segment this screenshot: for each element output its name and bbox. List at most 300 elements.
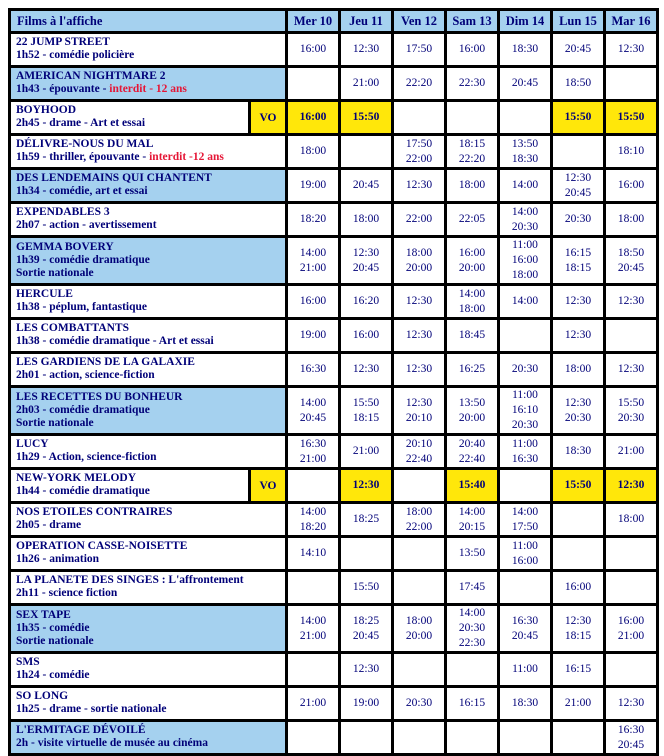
film-details	[16, 485, 245, 498]
film-info-cell	[10, 135, 287, 169]
film-info-cell	[10, 285, 287, 319]
film-row	[10, 571, 658, 605]
showtime: 15:50	[352, 111, 380, 123]
showtime: 22:20	[405, 77, 433, 89]
showtime: 14:00	[458, 287, 486, 300]
showtime: 18:00	[511, 269, 539, 281]
showtime-cell	[605, 67, 658, 101]
showtime: 20:40	[458, 437, 486, 450]
showtime-cell	[393, 721, 446, 755]
film-details	[16, 553, 282, 566]
showtime: 18:15	[458, 137, 486, 150]
showtime: 20:30	[511, 419, 539, 431]
showtime-cell	[393, 687, 446, 721]
day-header-lun-15: Lun 15	[552, 10, 605, 33]
showtime-cell	[499, 353, 552, 387]
showtime: 21:00	[564, 697, 592, 709]
film-details	[16, 185, 282, 198]
film-details	[16, 151, 282, 164]
showtime-cell	[499, 319, 552, 353]
film-duration-genre: 1h26 - animation	[16, 553, 100, 565]
film-title: SMS	[16, 656, 40, 668]
showtime: 15:50	[352, 396, 380, 409]
release-note: Sortie nationale	[16, 416, 94, 429]
showtime: 20:45	[511, 77, 539, 89]
film-title: DES LENDEMAINS QUI CHANTENT	[16, 172, 212, 184]
film-info-cell	[10, 571, 287, 605]
showtime-cell	[605, 169, 658, 203]
showtime-cell	[287, 67, 340, 101]
showtime: 20:30	[511, 363, 539, 375]
day-header-jeu-11: Jeu 11	[340, 10, 393, 33]
film-title: HERCULE	[16, 288, 73, 300]
showtime: 16:25	[458, 363, 486, 375]
film-duration-genre: 2h45 - drame - Art et essai	[16, 117, 146, 129]
showtime: 20:45	[352, 261, 380, 274]
showtime-cell	[287, 721, 340, 755]
day-header-mar-16: Mar 16	[605, 10, 658, 33]
showtime: 18:00	[617, 513, 645, 525]
showtime: 18:30	[511, 43, 539, 55]
showtime-cell	[499, 101, 552, 135]
showtime-cell	[393, 33, 446, 67]
showtime: 20:10	[405, 437, 433, 450]
showtime-cell	[446, 285, 499, 319]
film-row	[10, 237, 658, 285]
showtime-cell	[340, 203, 393, 237]
showtime: 18:25	[352, 614, 380, 627]
showtime-cell	[393, 503, 446, 537]
showtime: 16:00	[299, 111, 327, 123]
showtime: 14:00	[511, 205, 539, 218]
film-duration-genre: 1h25 - drame - sortie nationale	[16, 703, 167, 715]
showtime: 18:00	[458, 302, 486, 315]
day-header-dim-14: Dim 14	[499, 10, 552, 33]
showtime-cell	[287, 537, 340, 571]
showtime: 22:20	[458, 152, 486, 165]
film-details	[16, 587, 282, 600]
showtime: 12:30	[564, 614, 592, 627]
showtime: 11:00	[512, 539, 538, 552]
showtime-cell	[287, 237, 340, 285]
showtime-cell	[446, 169, 499, 203]
showtime-cell	[552, 435, 605, 469]
showtime-cell	[605, 605, 658, 653]
film-row	[10, 721, 658, 755]
film-info-cell	[10, 469, 250, 503]
showtime-cell	[605, 135, 658, 169]
showtime-cell	[446, 605, 499, 653]
film-row	[10, 169, 658, 203]
films-column-header: Films à l'affiche	[10, 10, 287, 33]
showtime: 21:00	[299, 261, 327, 274]
showtime-cell	[287, 687, 340, 721]
showtime: 22:00	[405, 152, 433, 165]
showtime-cell	[499, 285, 552, 319]
showtime: 20:30	[617, 411, 645, 424]
showtime: 22:00	[405, 213, 433, 225]
film-title: GEMMA BOVERY	[16, 240, 114, 253]
day-header-ven-12: Ven 12	[393, 10, 446, 33]
showtime: 19:00	[352, 697, 380, 709]
schedule-body	[10, 33, 658, 755]
film-row	[10, 469, 658, 503]
film-info-cell	[10, 435, 287, 469]
showtime-cell	[605, 237, 658, 285]
showtime-cell	[446, 503, 499, 537]
film-info-cell	[10, 67, 287, 101]
showtime: 18:00	[458, 179, 486, 191]
header-row	[10, 10, 658, 33]
film-details	[16, 301, 282, 314]
showtime: 16:15	[564, 663, 592, 675]
showtime: 16:30	[299, 363, 327, 375]
showtime: 14:00	[511, 179, 539, 191]
film-duration-genre: 1h38 - péplum, fantastique	[16, 301, 147, 313]
showtime-cell	[393, 653, 446, 687]
film-row	[10, 605, 658, 653]
showtime: 18:30	[564, 445, 592, 457]
showtime-cell	[552, 537, 605, 571]
showtime-cell	[499, 135, 552, 169]
showtime-cell	[446, 237, 499, 285]
film-row	[10, 435, 658, 469]
showtime-cell	[340, 653, 393, 687]
showtime: 20:45	[352, 629, 380, 642]
film-row	[10, 387, 658, 435]
showtime-cell	[393, 605, 446, 653]
showtime: 18:00	[352, 213, 380, 225]
showtime-cell	[393, 319, 446, 353]
showtime-cell	[446, 203, 499, 237]
showtime: 14:00	[458, 607, 486, 619]
showtime-cell	[605, 571, 658, 605]
showtime: 16:00	[458, 43, 486, 55]
showtime: 12:30	[617, 479, 645, 491]
showtime: 12:30	[405, 329, 433, 341]
showtime-cell	[340, 135, 393, 169]
film-title: OPERATION CASSE-NOISETTE	[16, 540, 188, 552]
film-duration-genre: 2h - visite virtuelle de musée au cinéma	[16, 737, 208, 749]
showtime-cell	[446, 319, 499, 353]
film-info-cell	[10, 605, 287, 653]
showtime: 16:00	[511, 554, 539, 567]
release-note: Sortie nationale	[16, 634, 94, 647]
showtime: 20:45	[564, 186, 592, 199]
film-title: SO LONG	[16, 690, 69, 702]
showtime: 20:00	[405, 261, 433, 274]
showtime: 18:10	[617, 145, 645, 157]
showtime: 12:30	[352, 479, 380, 491]
showtime: 18:00	[617, 213, 645, 225]
film-info-cell	[10, 653, 287, 687]
film-details	[16, 117, 245, 130]
showtime: 16:30	[299, 437, 327, 450]
showtime-cell	[499, 687, 552, 721]
showtime-cell	[499, 169, 552, 203]
showtime: 20:45	[299, 411, 327, 424]
showtime: 12:30	[564, 171, 592, 184]
showtime-cell	[393, 169, 446, 203]
showtime-cell	[446, 687, 499, 721]
showtime-cell	[605, 687, 658, 721]
showtime-cell	[446, 135, 499, 169]
showtime: 16:30	[511, 452, 539, 465]
showtime: 18:25	[352, 513, 380, 525]
showtime: 18:50	[564, 77, 592, 89]
showtime: 14:00	[299, 505, 327, 518]
showtime: 17:50	[405, 137, 433, 150]
showtime-cell	[287, 285, 340, 319]
film-row	[10, 537, 658, 571]
showtime: 13:50	[511, 137, 539, 150]
film-row	[10, 203, 658, 237]
film-info-cell	[10, 687, 287, 721]
showtime-cell	[393, 67, 446, 101]
film-details	[16, 451, 282, 464]
film-duration-genre: 1h39 - comédie dramatique	[16, 253, 150, 266]
showtime: 12:30	[352, 663, 380, 675]
showtime-cell	[340, 435, 393, 469]
film-row	[10, 653, 658, 687]
film-duration-genre: 1h29 - Action, science-fiction	[16, 451, 157, 463]
showtime: 13:50	[458, 547, 486, 559]
showtime: 12:30	[352, 246, 380, 259]
showtime: 16:00	[511, 254, 539, 266]
showtime: 20:30	[405, 697, 433, 709]
showtime-cell	[605, 101, 658, 135]
film-details	[16, 519, 282, 532]
showtime: 12:30	[617, 295, 645, 307]
release-note: Sortie nationale	[16, 266, 94, 279]
showtime-cell	[393, 101, 446, 135]
showtime-cell	[499, 203, 552, 237]
showtime-cell	[499, 653, 552, 687]
showtime-cell	[499, 605, 552, 653]
film-details	[16, 669, 282, 682]
showtime: 16:00	[299, 43, 327, 55]
film-title: LUCY	[16, 438, 49, 450]
showtime-cell	[499, 435, 552, 469]
showtime-cell	[287, 605, 340, 653]
film-row	[10, 101, 658, 135]
showtime-cell	[393, 571, 446, 605]
showtime-cell	[446, 469, 499, 503]
showtime-cell	[552, 571, 605, 605]
showtime-cell	[605, 469, 658, 503]
film-row	[10, 33, 658, 67]
showtime-cell	[393, 469, 446, 503]
showtime-cell	[605, 435, 658, 469]
showtime-cell	[499, 537, 552, 571]
film-duration-genre: 2h01 - action, science-fiction	[16, 369, 155, 381]
showtime: 19:00	[299, 329, 327, 341]
film-details	[16, 369, 282, 382]
showtime: 16:15	[458, 697, 486, 709]
showtime-cell	[552, 67, 605, 101]
showtime: 21:00	[299, 629, 327, 642]
film-duration-genre: 1h59 - thriller, épouvante -	[16, 151, 150, 163]
showtime: 18:15	[352, 411, 380, 424]
film-duration-genre: 2h07 - action - avertissement	[16, 219, 157, 231]
showtime: 22:30	[458, 77, 486, 89]
showtime-cell	[499, 237, 552, 285]
showtime-cell	[340, 353, 393, 387]
showtime: 11:00	[512, 239, 538, 251]
showtime: 15:50	[564, 111, 592, 123]
showtime: 22:40	[405, 452, 433, 465]
cinema-schedule-table	[8, 8, 659, 756]
film-row	[10, 319, 658, 353]
showtime: 16:00	[617, 614, 645, 627]
showtime-cell	[393, 237, 446, 285]
showtime-cell	[287, 353, 340, 387]
showtime-cell	[340, 101, 393, 135]
film-duration-genre: 1h24 - comédie	[16, 669, 90, 681]
showtime: 18:00	[299, 145, 327, 157]
showtime: 20:15	[458, 520, 486, 533]
showtime: 20:45	[564, 43, 592, 55]
showtime: 20:30	[511, 220, 539, 233]
showtime: 12:30	[564, 329, 592, 341]
showtime: 16:10	[511, 404, 539, 416]
showtime: 12:30	[352, 363, 380, 375]
showtime: 20:45	[617, 738, 645, 751]
showtime-cell	[605, 387, 658, 435]
showtime: 20:45	[617, 261, 645, 274]
showtime: 12:30	[617, 697, 645, 709]
showtime-cell	[446, 67, 499, 101]
showtime: 11:00	[512, 437, 538, 450]
showtime-cell	[340, 721, 393, 755]
showtime-cell	[393, 435, 446, 469]
showtime-cell	[340, 503, 393, 537]
showtime: 18:30	[511, 152, 539, 165]
vo-badge: VO	[250, 101, 287, 135]
showtime: 22:00	[405, 520, 433, 533]
showtime-cell	[499, 469, 552, 503]
showtime: 15:50	[617, 396, 645, 409]
showtime: 22:05	[458, 213, 486, 225]
film-details	[16, 404, 282, 417]
film-title: LES GARDIENS DE LA GALAXIE	[16, 356, 195, 368]
showtime: 14:00	[299, 396, 327, 409]
showtime: 16:30	[511, 614, 539, 627]
showtime: 22:30	[458, 637, 486, 649]
film-details	[16, 737, 282, 750]
showtime: 20:30	[564, 411, 592, 424]
showtime-cell	[393, 353, 446, 387]
film-row	[10, 135, 658, 169]
showtime-cell	[393, 537, 446, 571]
showtime: 16:00	[352, 329, 380, 341]
film-details	[16, 49, 282, 62]
showtime-cell	[605, 653, 658, 687]
film-title: AMERICAN NIGHTMARE 2	[16, 70, 166, 82]
showtime-cell	[340, 237, 393, 285]
film-title: NEW-YORK MELODY	[16, 472, 137, 484]
showtime-cell	[340, 319, 393, 353]
showtime-cell	[340, 605, 393, 653]
showtime-cell	[446, 653, 499, 687]
film-duration-genre: 1h34 - comédie, art et essai	[16, 185, 148, 197]
film-info-cell	[10, 101, 250, 135]
showtime: 17:50	[511, 520, 539, 533]
showtime-cell	[605, 721, 658, 755]
showtime: 16:00	[564, 581, 592, 593]
showtime: 20:30	[564, 213, 592, 225]
showtime: 11:00	[512, 389, 538, 401]
showtime-cell	[446, 33, 499, 67]
film-info-cell	[10, 237, 287, 285]
showtime: 13:50	[458, 396, 486, 409]
showtime: 18:50	[617, 246, 645, 259]
film-title: LES RECETTES DU BONHEUR	[16, 390, 183, 403]
showtime: 11:00	[512, 663, 538, 675]
showtime: 14:10	[299, 547, 327, 559]
film-duration-genre: 1h38 - comédie dramatique - Art et essai	[16, 335, 214, 347]
showtime-cell	[499, 67, 552, 101]
showtime-cell	[499, 503, 552, 537]
showtime: 21:00	[352, 77, 380, 89]
showtime-cell	[287, 503, 340, 537]
showtime: 18:30	[511, 697, 539, 709]
showtime-cell	[446, 387, 499, 435]
showtime-cell	[287, 469, 340, 503]
showtime-cell	[340, 285, 393, 319]
showtime: 21:00	[617, 445, 645, 457]
showtime-cell	[287, 387, 340, 435]
day-header-sam-13: Sam 13	[446, 10, 499, 33]
film-row	[10, 687, 658, 721]
showtime: 18:20	[299, 520, 327, 533]
film-row	[10, 353, 658, 387]
showtime-cell	[552, 237, 605, 285]
day-header-mer-10: Mer 10	[287, 10, 340, 33]
showtime: 20:00	[458, 411, 486, 424]
showtime: 20:00	[458, 261, 486, 274]
film-title: EXPENDABLES 3	[16, 206, 110, 218]
film-title: L'ERMITAGE DÉVOILÉ	[16, 724, 146, 736]
showtime-cell	[446, 101, 499, 135]
showtime-cell	[446, 537, 499, 571]
showtime-cell	[446, 721, 499, 755]
showtime: 14:00	[511, 295, 539, 307]
showtime: 12:30	[352, 43, 380, 55]
film-row	[10, 285, 658, 319]
showtime-cell	[287, 33, 340, 67]
showtime-cell	[287, 319, 340, 353]
showtime: 12:30	[564, 396, 592, 409]
showtime-cell	[340, 469, 393, 503]
showtime-cell	[552, 101, 605, 135]
showtime: 16:15	[564, 246, 592, 259]
showtime: 18:00	[405, 246, 433, 259]
showtime-cell	[552, 721, 605, 755]
film-title: DÉLIVRE-NOUS DU MAL	[16, 138, 154, 150]
showtime: 15:40	[458, 479, 486, 491]
showtime-cell	[605, 353, 658, 387]
film-details	[16, 703, 282, 716]
film-duration-genre: 1h44 - comédie dramatique	[16, 485, 150, 497]
showtime-cell	[552, 135, 605, 169]
showtime-cell	[446, 435, 499, 469]
showtime: 16:20	[352, 295, 380, 307]
age-restriction-warning: interdit -12 ans	[149, 151, 224, 163]
showtime-cell	[340, 571, 393, 605]
showtime: 22:40	[458, 452, 486, 465]
showtime-cell	[605, 503, 658, 537]
